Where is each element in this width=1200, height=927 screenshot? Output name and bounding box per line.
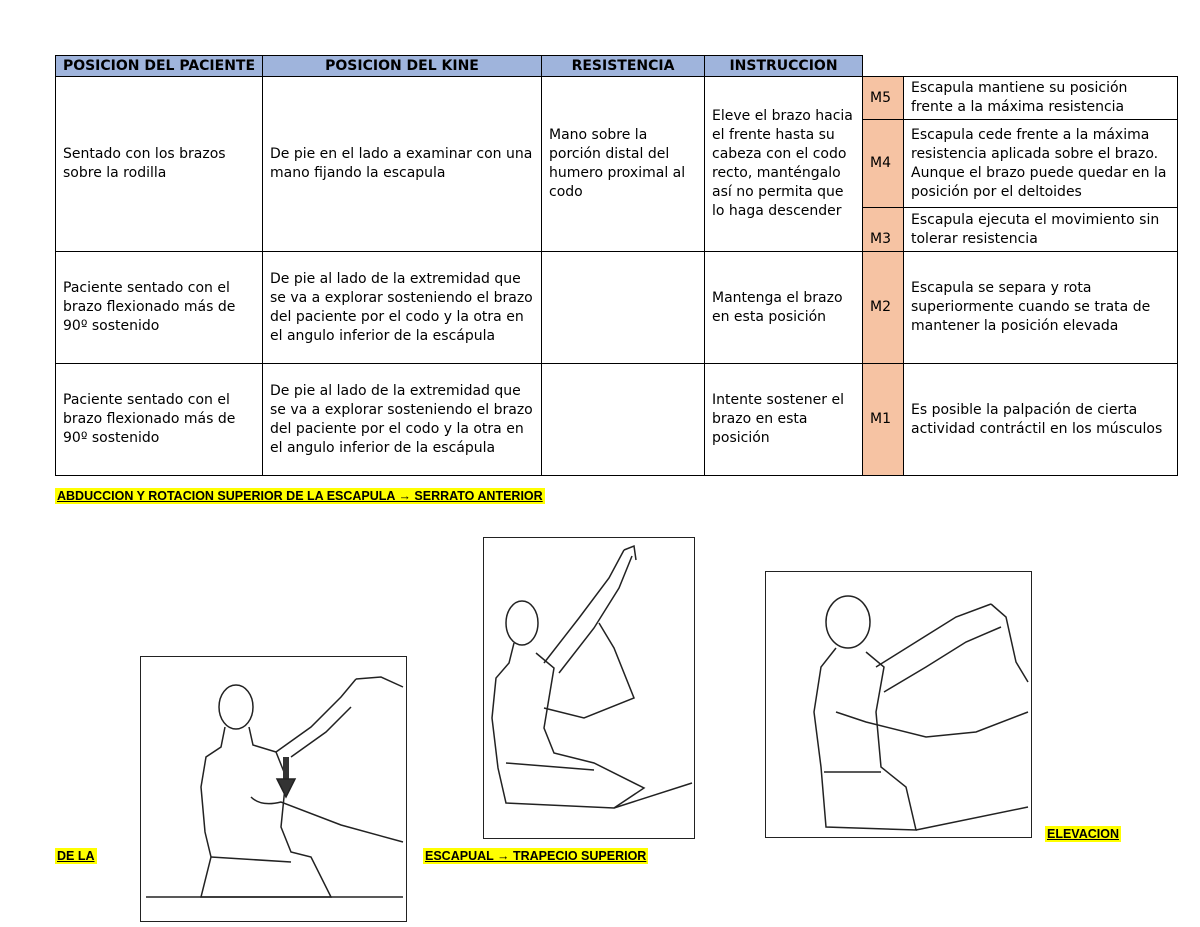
table-row (56, 364, 1178, 476)
grade-m3-desc: Escapula ejecuta el movimiento sin tolerar resistencia (904, 208, 1178, 252)
muscle-test-table (55, 55, 1178, 476)
header-patient-position: POSICION DEL PACIENTE (56, 56, 263, 77)
illustration-arm-elevation-front (483, 537, 695, 839)
row1-patient: Sentado con los brazos sobre la rodilla (56, 77, 263, 252)
patient-hand (624, 546, 636, 560)
row3-resistance (542, 364, 705, 476)
grade-m5-desc: Escapula mantiene su posición frente a la máxima resistencia (904, 77, 1178, 120)
row1-kine: De pie en el lado a examinar con una mano fijando la escapula (263, 77, 542, 252)
row2-instruction: Mantenga el brazo en esta posición (705, 252, 863, 364)
caption-serrato-anterior: ABDUCCION Y ROTACION SUPERIOR DE LA ESCAPULA → SERRATO ANTERIOR (57, 489, 543, 503)
patient-arm-outline (884, 627, 1001, 692)
table-header-row (56, 56, 1178, 77)
illustration-scapula-depression (140, 656, 407, 922)
header-resistance: RESISTENCIA (542, 56, 705, 77)
kine-supporting-arm (991, 604, 1028, 682)
patient-waistband (211, 857, 291, 862)
patient-head-shape (219, 685, 253, 729)
grade-m4: M4 (863, 120, 904, 208)
grade-m3: M3 (863, 208, 904, 252)
grade-m1: M1 (863, 364, 904, 476)
table-row (56, 77, 1178, 120)
patient-torso-shape (201, 727, 331, 897)
caption-trapecio-superior: ESCAPUAL → TRAPECIO SUPERIOR (425, 849, 647, 863)
patient-head-shape (506, 601, 538, 645)
row1-instruction: Eleve el brazo hacia el frente hasta su cabeza con el codo recto, manténgalo así no permita que lo haga descender (705, 77, 863, 252)
header-kine-position: POSICION DEL KINE (263, 56, 542, 77)
header-blank-desc (904, 56, 1178, 77)
table-edge (614, 783, 692, 808)
table-edge (916, 807, 1028, 830)
row1-resistance: Mano sobre la porción distal del humero proximal al codo (542, 77, 705, 252)
arrow-head (277, 779, 295, 797)
patient-arm-outline (559, 556, 632, 673)
grade-m1-desc: Es posible la palpación de cierta actividad contráctil en los músculos (904, 364, 1178, 476)
row3-patient: Paciente sentado con el brazo flexionado más de 90º sostenido (56, 364, 263, 476)
grade-m4-desc: Escapula cede frente a la máxima resistencia aplicada sobre el brazo. Aunque el brazo puede quedar en la posición por el deltoides (904, 120, 1178, 208)
header-instruction: INSTRUCCION (705, 56, 863, 77)
patient-waistband (506, 763, 594, 770)
grade-m5: M5 (863, 77, 904, 120)
table-row (56, 252, 1178, 364)
illustration-arm-elevation-side (765, 571, 1032, 838)
header-blank-grade (863, 56, 904, 77)
row2-patient: Paciente sentado con el brazo flexionado más de 90º sostenido (56, 252, 263, 364)
row3-instruction: Intente sostener el brazo en esta posición (705, 364, 863, 476)
patient-raised-arm (276, 679, 356, 752)
kine-arm (544, 623, 634, 718)
kine-hand-on-scapula (251, 797, 403, 842)
row3-kine: De pie al lado de la extremidad que se va a explorar sosteniendo el brazo del paciente por el codo y la otra en el angulo inferior de la escápula (263, 364, 542, 476)
grade-m2-desc: Escapula se separa y rota superiormente cuando se trata de mantener la posición elevada (904, 252, 1178, 364)
caption-de-la: DE LA (57, 849, 95, 863)
row2-resistance (542, 252, 705, 364)
kine-arm-top (356, 677, 403, 687)
grade-m2: M2 (863, 252, 904, 364)
patient-raised-arm (876, 604, 991, 667)
patient-arm-outline (291, 707, 351, 757)
kine-arm (836, 712, 1028, 737)
patient-torso-shape (814, 648, 916, 830)
caption-elevacion: ELEVACION (1047, 827, 1119, 841)
patient-head-shape (826, 596, 870, 648)
row2-kine: De pie al lado de la extremidad que se va a explorar sosteniendo el brazo del paciente por el codo y la otra en el angulo inferior de la escápula (263, 252, 542, 364)
